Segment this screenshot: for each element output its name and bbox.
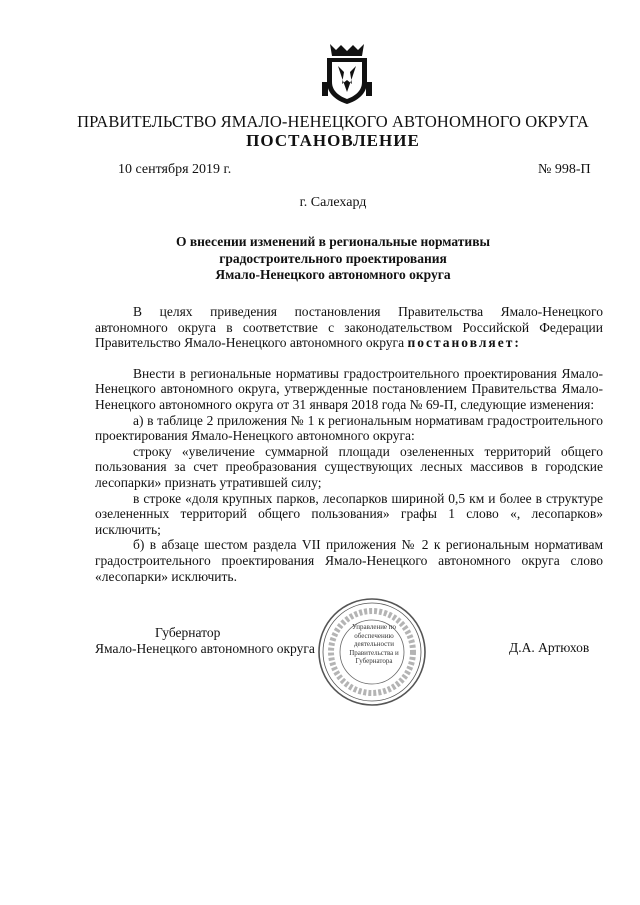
signatory-region: Ямало-Ненецкого автономного округа <box>95 641 315 656</box>
stamp-text: Управление по обеспечению деятельности Правительства и Губернатора <box>349 623 399 665</box>
title-line: О внесении изменений в региональные нормативы <box>175 234 491 249</box>
preamble-paragraph <box>95 304 603 351</box>
document-title <box>0 234 640 284</box>
document-date: 10 сентября 2019 г. <box>118 162 232 177</box>
document-city: г. Салехард <box>299 195 367 210</box>
coat-of-arms-icon <box>322 42 372 106</box>
document-type: ПОСТАНОВЛЕНИЕ <box>246 131 420 150</box>
body-paragraph: а) в таблице 2 приложения № 1 к региональным нормативам градостроительного проектирования Ямало-Ненецкого автономного округа: <box>95 412 603 444</box>
signatory-title: Губернатор <box>155 625 221 640</box>
document-body <box>95 304 603 584</box>
document-number: № 998-П <box>538 162 591 177</box>
body-paragraph: строку «увеличение суммарной площади озелененных территорий общего пользования за счет преобразования существующих лесных массивов в городские лесопарки» признать утратившей силу; <box>95 443 603 490</box>
title-line: Ямало-Ненецкого автономного округа <box>215 267 451 282</box>
resolution-word: постановляет: <box>407 335 521 351</box>
preamble-text: В целях приведения постановления Правительства Ямало-Ненецкого автономного округа в соответствие с законодательством Российской Федерации Правительство Ямало-Ненецкого автономного округа <box>95 304 603 351</box>
signatory-name: Д.А. Артюхов <box>509 640 590 655</box>
body-paragraph: в строке «доля крупных парков, лесопарков шириной 0,5 км и более в структуре озелененных территорий общего пользования» графы 1 слово «, лесопарков» исключить; <box>95 490 603 537</box>
government-name: ПРАВИТЕЛЬСТВО ЯМАЛО-НЕНЕЦКОГО АВТОНОМНОГО ОКРУГА <box>77 112 589 131</box>
signatory-position <box>95 625 315 657</box>
title-line: градостроительного проектирования <box>219 250 447 266</box>
body-paragraph: Внести в региональные нормативы градостроительного проектирования Ямало-Ненецкого автономного округа, утвержденные постановлением Правительства Ямало-Ненецкого автономного округа от 31 января 2018 года № 69-П, следующие изменения: <box>95 365 603 412</box>
body-paragraph: б) в абзаце шестом раздела VII приложения № 2 к региональным нормативам градостроительного проектирования Ямало-Ненецкого автономного округа слово «лесопарки» исключить. <box>95 537 603 584</box>
